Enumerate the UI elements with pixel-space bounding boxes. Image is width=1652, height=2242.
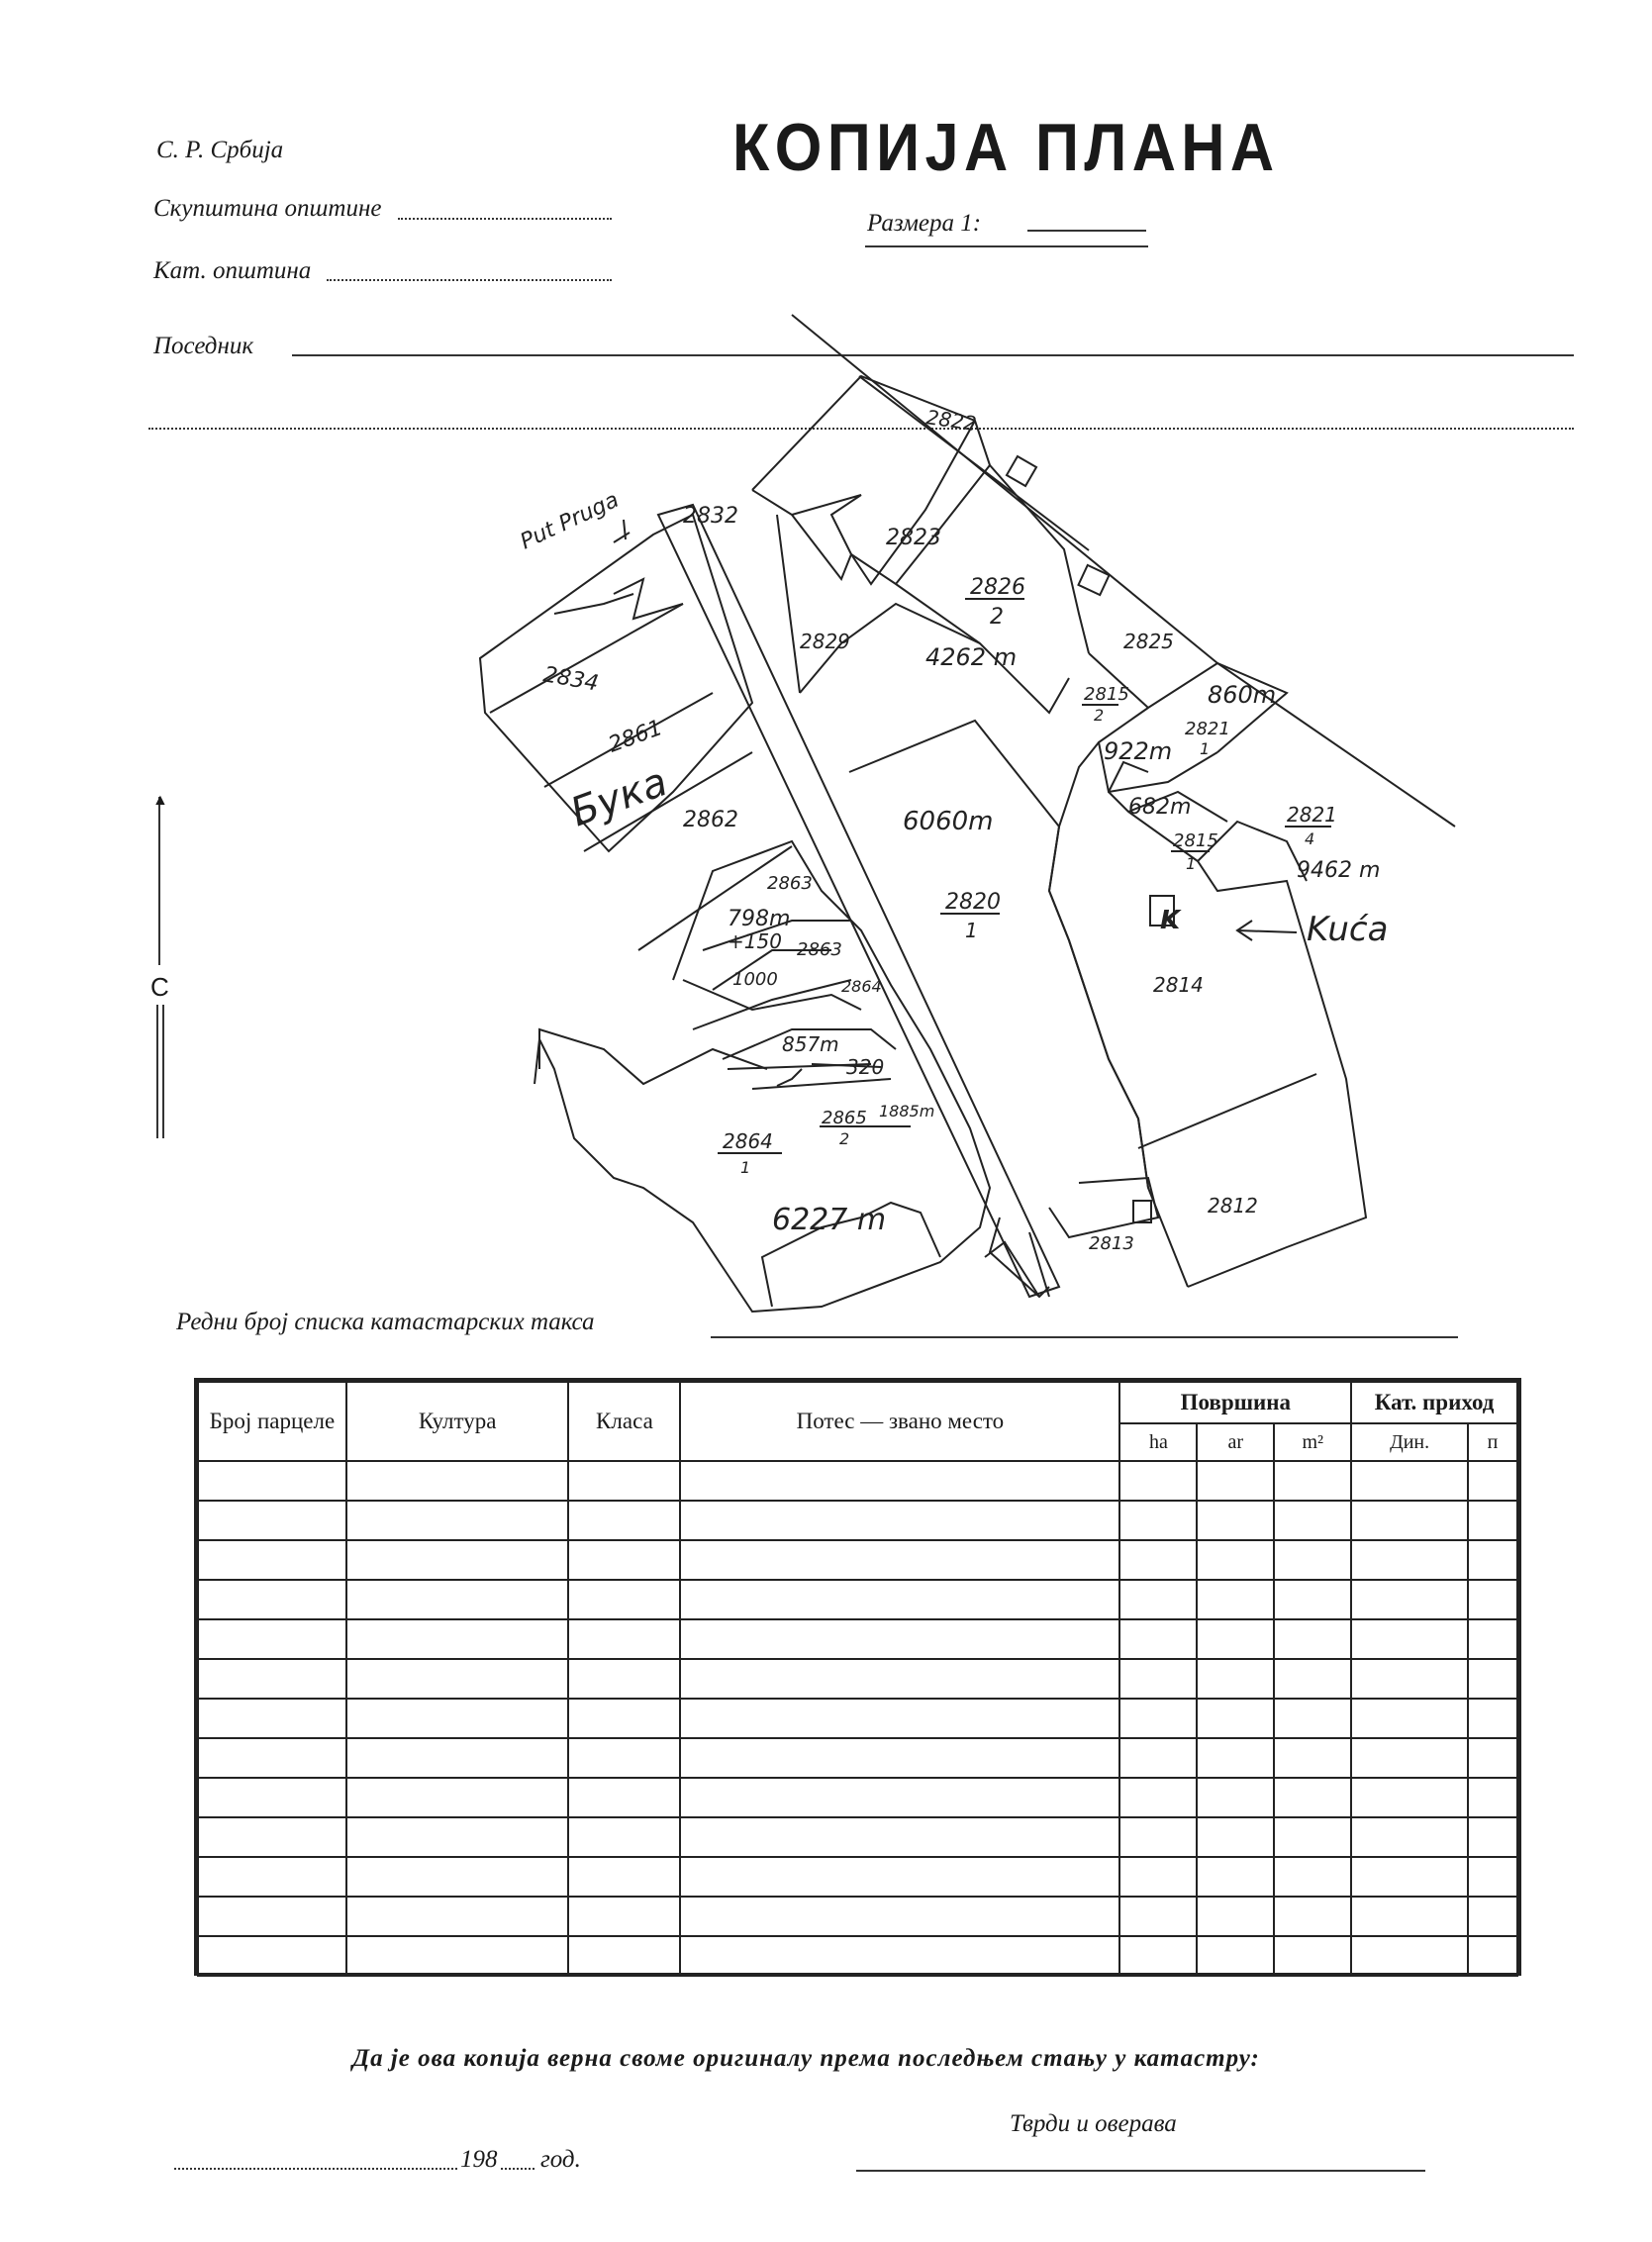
table-cell[interactable] — [680, 1659, 1119, 1699]
table-cell[interactable] — [1197, 1580, 1274, 1619]
table-cell[interactable] — [1119, 1501, 1197, 1540]
parcel-2821-4-den: 4 — [1305, 829, 1315, 848]
table-row — [198, 1619, 1517, 1659]
table-cell[interactable] — [1197, 1738, 1274, 1778]
table-cell[interactable] — [198, 1501, 346, 1540]
table-cell[interactable] — [1197, 1540, 1274, 1580]
table-row — [198, 1540, 1517, 1580]
parcel-2820-den: 1 — [965, 919, 978, 942]
table-cell[interactable] — [346, 1619, 569, 1659]
parcel-2821-num: 2821 — [1185, 719, 1230, 739]
table-cell[interactable] — [680, 1619, 1119, 1659]
parcel-2864-den: 1 — [740, 1158, 751, 1177]
table-row — [198, 1857, 1517, 1897]
parcel-2814-label: 2814 — [1153, 973, 1204, 997]
table-cell[interactable] — [1468, 1580, 1517, 1619]
table-cell[interactable] — [1351, 1936, 1468, 1976]
table-cell[interactable] — [680, 1580, 1119, 1619]
col-ha: ha — [1119, 1423, 1197, 1461]
table-row — [198, 1738, 1517, 1778]
table-cell[interactable] — [1351, 1501, 1468, 1540]
assembly-label: Скупштина општине — [153, 195, 382, 222]
parcel-2863b-label: 2863 — [797, 939, 842, 960]
col-m2: m² — [1274, 1423, 1351, 1461]
parcel-2823-label: 2823 — [886, 526, 941, 550]
table-cell[interactable] — [1197, 1461, 1274, 1501]
table-cell[interactable] — [568, 1580, 680, 1619]
table-cell[interactable] — [1351, 1857, 1468, 1897]
parcel-2864-num: 2864 — [723, 1129, 773, 1153]
parcel-2812-label: 2812 — [1208, 1194, 1258, 1218]
table-cell[interactable] — [568, 1619, 680, 1659]
table-cell[interactable] — [1468, 1461, 1517, 1501]
table-cell[interactable] — [1274, 1580, 1351, 1619]
parcel-2832-label: 2832 — [683, 504, 738, 529]
table-cell[interactable] — [1274, 1540, 1351, 1580]
col-place: Потес — звано место — [680, 1382, 1119, 1461]
area-857: 857m — [782, 1032, 839, 1056]
table-cell[interactable] — [1119, 1897, 1197, 1936]
table-cell[interactable] — [1351, 1738, 1468, 1778]
table-cell[interactable] — [198, 1659, 346, 1699]
north-arrow-icon: ▲ — [152, 792, 168, 809]
year-suffix: год. — [540, 2146, 581, 2173]
col-p: п — [1468, 1423, 1517, 1461]
table-row — [198, 1699, 1517, 1738]
parcel-2820-num: 2820 — [945, 890, 1001, 915]
table-row — [198, 1778, 1517, 1817]
parcel-2821-den: 1 — [1200, 739, 1211, 758]
area-6060: 6060m — [903, 807, 994, 836]
table-cell[interactable] — [1351, 1580, 1468, 1619]
area-922: 922m — [1104, 737, 1173, 765]
table-cell[interactable] — [1468, 1501, 1517, 1540]
area-798: 798m — [728, 907, 791, 931]
register-number-label: Редни број списка катастарских такса — [176, 1309, 595, 1335]
col-ar: ar — [1197, 1423, 1274, 1461]
area-6227: 6227 m — [772, 1203, 887, 1237]
table-cell[interactable] — [1468, 1619, 1517, 1659]
table-cell[interactable] — [346, 1857, 569, 1897]
table-cell[interactable] — [568, 1897, 680, 1936]
table-cell[interactable] — [1197, 1659, 1274, 1699]
table-cell[interactable] — [1274, 1817, 1351, 1857]
table-cell[interactable] — [1351, 1659, 1468, 1699]
table-cell[interactable] — [1468, 1738, 1517, 1778]
table-cell[interactable] — [1119, 1461, 1197, 1501]
table-cell[interactable] — [346, 1778, 569, 1817]
table-cell[interactable] — [346, 1699, 569, 1738]
parcel-2826-2-num: 2826 — [970, 575, 1025, 600]
table-cell[interactable] — [1468, 1897, 1517, 1936]
table-cell[interactable] — [198, 1540, 346, 1580]
table-row — [198, 1897, 1517, 1936]
table-cell[interactable] — [346, 1659, 569, 1699]
table-cell[interactable] — [346, 1461, 569, 1501]
table-cell[interactable] — [1119, 1580, 1197, 1619]
table-cell[interactable] — [680, 1778, 1119, 1817]
confirm-label: Тврди и оверава — [1010, 2110, 1177, 2137]
table-cell[interactable] — [346, 1817, 569, 1857]
table-cell[interactable] — [198, 1580, 346, 1619]
parcel-2862-label: 2862 — [683, 808, 738, 832]
cadastral-municipality-label: Кат. општина — [153, 257, 312, 284]
table-cell[interactable] — [1197, 1699, 1274, 1738]
parcel-2864-small: 2864 — [841, 977, 882, 996]
parcel-2825-label: 2825 — [1123, 630, 1174, 653]
scale-label: Размера 1: — [867, 210, 982, 237]
table-cell[interactable] — [1468, 1540, 1517, 1580]
table-cell[interactable] — [1351, 1897, 1468, 1936]
register-number-field[interactable] — [711, 1336, 1458, 1338]
table-cell[interactable] — [1119, 1699, 1197, 1738]
table-cell[interactable] — [568, 1778, 680, 1817]
table-cell[interactable] — [568, 1461, 680, 1501]
table-cell[interactable] — [346, 1738, 569, 1778]
parcel-register-table — [194, 1378, 1521, 1976]
table-cell[interactable] — [1274, 1897, 1351, 1936]
parcel-2815-2-num: 2815 — [1084, 684, 1129, 705]
table-cell[interactable] — [680, 1540, 1119, 1580]
col-income: Кат. приход — [1351, 1382, 1517, 1423]
table-cell[interactable] — [568, 1699, 680, 1738]
table-cell[interactable] — [198, 1897, 346, 1936]
table-cell[interactable] — [346, 1501, 569, 1540]
table-cell[interactable] — [680, 1817, 1119, 1857]
table-cell[interactable] — [198, 1778, 346, 1817]
table-cell[interactable] — [1119, 1857, 1197, 1897]
table-cell[interactable] — [1119, 1936, 1197, 1976]
table-cell[interactable] — [1274, 1659, 1351, 1699]
area-1885: 1885m — [879, 1102, 935, 1121]
table-row — [198, 1580, 1517, 1619]
area-9462: 9462 m — [1297, 858, 1381, 883]
road-note: Put Pruga — [516, 487, 624, 555]
table-cell[interactable] — [568, 1936, 680, 1976]
table-cell[interactable] — [346, 1580, 569, 1619]
date-field[interactable] — [174, 2168, 457, 2170]
parcel-2826-2-den: 2 — [990, 605, 1004, 630]
table-cell[interactable] — [346, 1897, 569, 1936]
table-cell[interactable] — [1197, 1817, 1274, 1857]
table-cell[interactable] — [198, 1936, 346, 1976]
certification-text: Да је ова копија верна своме оригиналу према последњем стању у катастру: — [352, 2045, 1260, 2072]
table-cell[interactable] — [1197, 1619, 1274, 1659]
table-cell[interactable] — [1119, 1540, 1197, 1580]
table-cell[interactable] — [346, 1540, 569, 1580]
republic-label: С. Р. Србија — [156, 137, 284, 163]
table-cell[interactable] — [1351, 1540, 1468, 1580]
table-cell[interactable] — [1274, 1699, 1351, 1738]
page-title: КОПИЈА ПЛАНА — [732, 110, 1280, 185]
table-row — [198, 1936, 1517, 1976]
table-cell[interactable] — [568, 1659, 680, 1699]
table-cell[interactable] — [198, 1619, 346, 1659]
col-area: Површина — [1119, 1382, 1351, 1423]
table-cell[interactable] — [1468, 1936, 1517, 1976]
handwritten-area-note: Бука — [564, 759, 674, 836]
table-row — [198, 1461, 1517, 1501]
table-cell[interactable] — [680, 1501, 1119, 1540]
table-cell[interactable] — [680, 1699, 1119, 1738]
parcel-2865-den: 2 — [839, 1129, 850, 1148]
table-cell[interactable] — [1351, 1461, 1468, 1501]
area-682: 682m — [1128, 795, 1192, 820]
table-cell[interactable] — [198, 1738, 346, 1778]
table-cell[interactable] — [1274, 1461, 1351, 1501]
table-cell[interactable] — [1274, 1857, 1351, 1897]
table-cell[interactable] — [198, 1461, 346, 1501]
table-cell[interactable] — [1468, 1817, 1517, 1857]
parcel-2834-label: 2834 — [540, 662, 601, 697]
table-cell[interactable] — [1351, 1699, 1468, 1738]
table-cell[interactable] — [568, 1738, 680, 1778]
table-cell[interactable] — [198, 1857, 346, 1897]
col-class: Класа — [568, 1382, 680, 1461]
table-cell[interactable] — [1468, 1857, 1517, 1897]
table-cell[interactable] — [1274, 1619, 1351, 1659]
parcel-2829-label: 2829 — [800, 630, 850, 653]
parcel-2822-label: 2822 — [924, 405, 979, 437]
table-cell[interactable] — [1351, 1778, 1468, 1817]
parcel-2815-1-den: 1 — [1186, 854, 1197, 873]
col-parcel: Број парцеле — [198, 1382, 346, 1461]
table-cell[interactable] — [1274, 1501, 1351, 1540]
year-prefix: 198 — [460, 2146, 498, 2173]
table-cell[interactable] — [1468, 1778, 1517, 1817]
parcel-2821-4-num: 2821 — [1287, 803, 1337, 827]
col-culture: Култура — [346, 1382, 569, 1461]
col-din: Дин. — [1351, 1423, 1468, 1461]
table-row — [198, 1817, 1517, 1857]
parcel-2815-1-num: 2815 — [1173, 830, 1218, 851]
year-field[interactable] — [501, 2168, 534, 2170]
table-cell[interactable] — [568, 1817, 680, 1857]
table-cell[interactable] — [1119, 1817, 1197, 1857]
table-cell[interactable] — [1351, 1619, 1468, 1659]
table-cell[interactable] — [568, 1857, 680, 1897]
table-cell[interactable] — [1351, 1817, 1468, 1857]
table-cell[interactable] — [1468, 1659, 1517, 1699]
parcel-2813-label: 2813 — [1089, 1233, 1134, 1254]
table-cell[interactable] — [1119, 1738, 1197, 1778]
table-cell[interactable] — [1119, 1659, 1197, 1699]
table-cell[interactable] — [1119, 1619, 1197, 1659]
table-cell[interactable] — [1197, 1936, 1274, 1976]
table-cell[interactable] — [680, 1897, 1119, 1936]
parcel-2863-label: 2863 — [767, 873, 813, 894]
table-row — [198, 1501, 1517, 1540]
table-cell[interactable] — [198, 1699, 346, 1738]
table-row — [198, 1659, 1517, 1699]
table-cell[interactable] — [1274, 1936, 1351, 1976]
house-symbol: K — [1160, 906, 1181, 935]
table-cell[interactable] — [568, 1540, 680, 1580]
table-cell[interactable] — [346, 1936, 569, 1976]
parcel-2861-label: 2861 — [605, 715, 666, 758]
signature-field[interactable] — [856, 2170, 1425, 2172]
area-150: +150 — [728, 929, 782, 953]
table-cell[interactable] — [1274, 1778, 1351, 1817]
house-note: Kuća — [1307, 910, 1389, 949]
table-cell[interactable] — [1197, 1778, 1274, 1817]
area-1000: 1000 — [732, 969, 778, 990]
table-cell[interactable] — [680, 1857, 1119, 1897]
table-cell[interactable] — [1197, 1897, 1274, 1936]
area-320: 320 — [846, 1055, 885, 1079]
table-cell[interactable] — [1119, 1778, 1197, 1817]
parcel-2865-num: 2865 — [822, 1108, 867, 1128]
table-cell[interactable] — [1197, 1857, 1274, 1897]
table-cell[interactable] — [680, 1738, 1119, 1778]
table-cell[interactable] — [1197, 1501, 1274, 1540]
parcel-2815-2-den: 2 — [1094, 706, 1105, 725]
table-cell[interactable] — [680, 1461, 1119, 1501]
table-cell[interactable] — [680, 1936, 1119, 1976]
area-4262: 4262 m — [925, 643, 1018, 671]
table-cell[interactable] — [568, 1501, 680, 1540]
table-cell[interactable] — [1274, 1738, 1351, 1778]
north-letter: С — [150, 972, 169, 1002]
table-cell[interactable] — [1468, 1699, 1517, 1738]
owner-label: Поседник — [153, 333, 254, 359]
table-cell[interactable] — [198, 1817, 346, 1857]
area-860: 860m — [1208, 681, 1277, 709]
